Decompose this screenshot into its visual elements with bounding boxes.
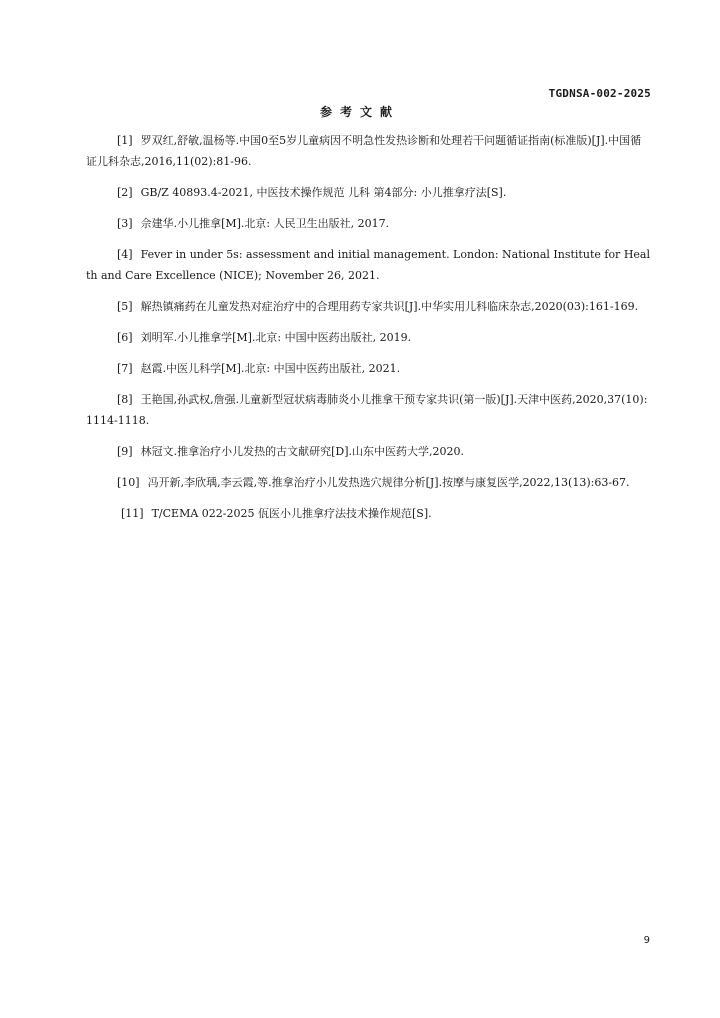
document-code: TGDNSA-002-2025 xyxy=(548,87,651,100)
reference-number: [4] xyxy=(117,248,133,261)
reference-item xyxy=(86,182,652,203)
reference-item xyxy=(86,327,652,348)
reference-number: [1] xyxy=(117,134,133,147)
reference-number: [5] xyxy=(117,300,133,313)
reference-text: 佘建华.小儿推拿[M].北京: 人民卫生出版社, 2017. xyxy=(140,217,390,230)
reference-number: [7] xyxy=(117,362,133,375)
reference-item xyxy=(86,503,652,524)
reference-list xyxy=(86,130,652,534)
reference-number: [6] xyxy=(117,331,133,344)
reference-item xyxy=(86,389,652,431)
reference-item xyxy=(86,296,652,317)
page-number: 9 xyxy=(643,935,650,946)
reference-text: T/CEMA 022-2025 佤医小儿推拿疗法技术操作规范[S]. xyxy=(151,507,432,520)
reference-item xyxy=(86,213,652,234)
reference-item xyxy=(86,358,652,379)
reference-number: [9] xyxy=(117,445,133,458)
reference-text: GB/Z 40893.4-2021, 中医技术操作规范 儿科 第4部分: 小儿推拿疗法[S]. xyxy=(140,186,507,199)
reference-text: Fever in under 5s: assessment and initial management. London: National Institute for Health and Care Excellence (NICE); November 26, 2021. xyxy=(86,248,650,282)
reference-text: 冯开新,李欣瑀,李云霞,等.推拿治疗小儿发热选穴规律分析[J].按摩与康复医学,2022,13(13):63-67. xyxy=(147,476,630,489)
reference-number: [10] xyxy=(117,476,140,489)
reference-number: [3] xyxy=(117,217,133,230)
reference-number: [2] xyxy=(117,186,133,199)
reference-text: 王艳国,孙武权,詹强.儿童新型冠状病毒肺炎小儿推拿干预专家共识(第一版)[J].天津中医药,2020,37(10):1114-1118. xyxy=(86,393,648,427)
reference-item xyxy=(86,441,652,462)
reference-item xyxy=(86,244,652,286)
section-title-references: 参考文献 xyxy=(319,105,400,119)
reference-item xyxy=(86,130,652,172)
reference-text: 解热镇痛药在儿童发热对症治疗中的合理用药专家共识[J].中华实用儿科临床杂志,2020(03):161-169. xyxy=(140,300,639,313)
reference-number: [8] xyxy=(117,393,133,406)
reference-number: [11] xyxy=(121,507,144,520)
reference-text: 罗双红,舒敏,温杨等.中国0至5岁儿童病因不明急性发热诊断和处理若干问题循证指南(标准版)[J].中国循证儿科杂志,2016,11(02):81-96. xyxy=(86,134,642,168)
reference-text: 林冠文.推拿治疗小儿发热的古文献研究[D].山东中医药大学,2020. xyxy=(140,445,464,458)
reference-text: 赵霞.中医儿科学[M].北京: 中国中医药出版社, 2021. xyxy=(140,362,401,375)
reference-item xyxy=(86,472,652,493)
reference-text: 刘明军.小儿推拿学[M].北京: 中国中医药出版社, 2019. xyxy=(140,331,412,344)
